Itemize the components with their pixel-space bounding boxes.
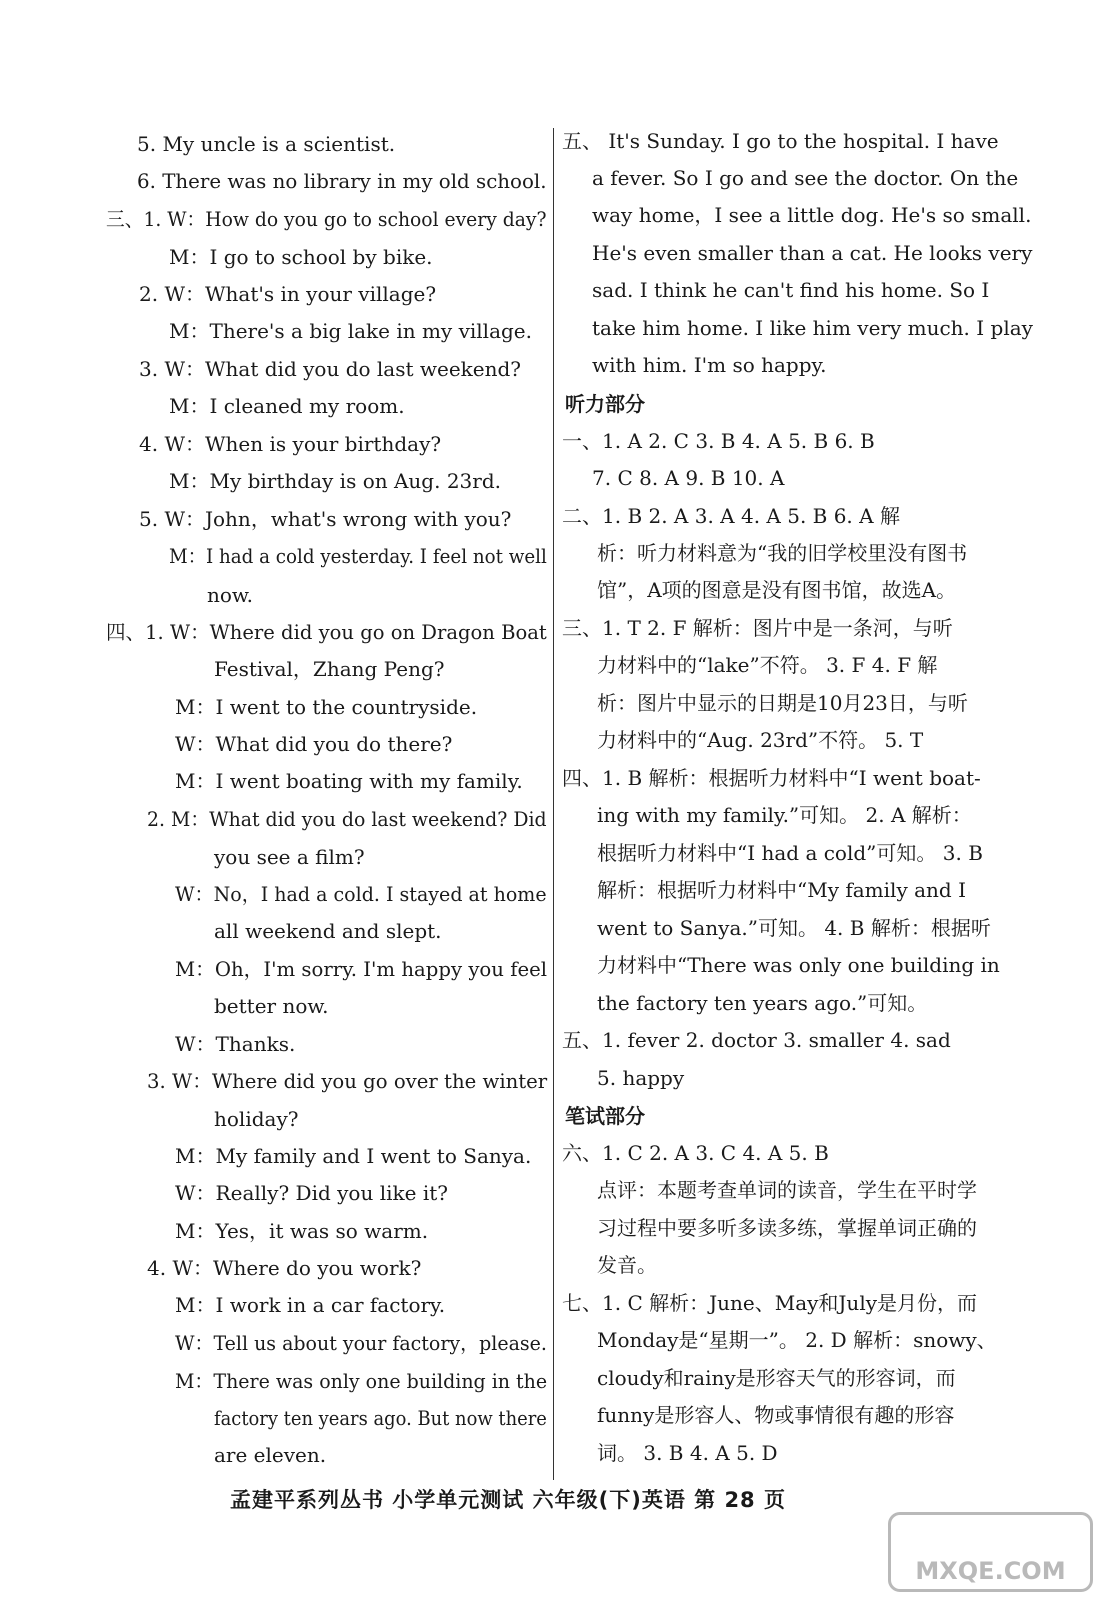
right-text-line: way home，I see a little dog. He's so small. <box>592 203 1032 227</box>
right-text-line: 七、1. C 解析：June、May和July是月份，而 <box>562 1291 978 1315</box>
right-text-line: 5. happy <box>597 1066 685 1090</box>
left-text-line: 4. W：Where do you work? <box>147 1256 422 1280</box>
left-text-line: 5. My uncle is a scientist. <box>137 132 396 156</box>
left-text-line: M：I went to the countryside. <box>175 695 478 719</box>
left-text-line: M：I had a cold yesterday. I feel not well <box>169 544 547 568</box>
left-text-line: M：Oh，I'm sorry. I'm happy you feel <box>175 957 548 981</box>
right-text-line: 解析：根据听力材料中“My family and I <box>597 878 966 902</box>
left-text-line: 2. W：What's in your village? <box>139 282 437 306</box>
right-text-line: 习过程中要多听多读多练，掌握单词正确的 <box>597 1216 977 1240</box>
left-text-line: M：Yes，it was so warm. <box>175 1219 429 1243</box>
left-text-line: Festival，Zhang Peng? <box>214 657 445 681</box>
left-text-line: W：No，I had a cold. I stayed at home <box>175 882 547 906</box>
right-text-line: 笔试部分 <box>565 1104 645 1128</box>
left-text-line: 四、1. W：Where did you go on Dragon Boat <box>106 620 547 644</box>
right-text-line: 7. C 8. A 9. B 10. A <box>592 466 785 490</box>
left-text-line: M：I went boating with my family. <box>175 769 523 793</box>
left-text-line: W：Thanks. <box>175 1032 296 1056</box>
left-text-line: W：Tell us about your factory，please. <box>175 1331 547 1355</box>
right-column <box>555 0 1099 1600</box>
right-text-line: Monday是“星期一”。 2. D 解析：snowy、 <box>597 1328 997 1352</box>
left-text-line: 6. There was no library in my old school. <box>137 169 547 193</box>
left-text-line: holiday? <box>214 1107 299 1131</box>
left-text-line: 5. W：John，what's wrong with you? <box>139 507 512 531</box>
right-text-line: 发音。 <box>597 1253 657 1277</box>
right-text-line: ing with my family.”可知。 2. A 解析： <box>597 803 972 827</box>
left-text-line: 三、1. W：How do you go to school every day? <box>106 207 547 231</box>
right-text-line: 词。 3. B 4. A 5. D <box>597 1441 778 1465</box>
right-text-line: 六、1. C 2. A 3. C 4. A 5. B <box>562 1141 829 1165</box>
left-text-line: M：My family and I went to Sanya. <box>175 1144 532 1168</box>
right-text-line: 馆”，A项的图意是没有图书馆，故选A。 <box>597 578 957 602</box>
right-text-line: with him. I'm so happy. <box>592 353 827 377</box>
right-text-line: went to Sanya.”可知。 4. B 解析：根据听 <box>597 916 991 940</box>
right-text-line: 析：听力材料意为“我的旧学校里没有图书 <box>597 541 968 565</box>
left-text-line: you see a film? <box>214 845 365 869</box>
page-footer: 孟建平系列丛书 小学单元测试 六年级(下)英语 第 28 页 <box>230 1488 786 1512</box>
left-text-line: W：What did you do there? <box>175 732 453 756</box>
watermark-logo <box>888 1512 1093 1592</box>
right-text-line: take him home. I like him very much. I play <box>592 316 1033 340</box>
left-text-line: 3. W：What did you do last weekend? <box>139 357 522 381</box>
right-text-line: the factory ten years ago.”可知。 <box>597 991 928 1015</box>
watermark-text: MXQE.COM <box>915 1557 1066 1585</box>
left-text-line: M：There was only one building in the <box>175 1369 548 1393</box>
left-text-line: 4. W：When is your birthday? <box>139 432 442 456</box>
right-text-line: 四、1. B 解析：根据听力材料中“I went boat- <box>562 766 981 790</box>
right-text-line: 五、1. fever 2. doctor 3. smaller 4. sad <box>562 1028 951 1052</box>
right-text-line: sad. I think he can't find his home. So I <box>592 278 990 302</box>
left-text-line: factory ten years ago. But now there <box>214 1406 547 1430</box>
left-text-line: 3. W：Where did you go over the winter <box>147 1069 548 1093</box>
right-text-line: 点评：本题考查单词的读音，学生在平时学 <box>597 1178 977 1202</box>
left-text-line: better now. <box>214 994 329 1018</box>
left-text-line: now. <box>207 583 254 607</box>
right-text-line: 力材料中“There was only one building in <box>597 953 1000 977</box>
left-text-line: M：My birthday is on Aug. 23rd. <box>169 469 501 493</box>
left-text-line: M：There's a big lake in my village. <box>169 319 532 343</box>
right-text-line: a fever. So I go and see the doctor. On the <box>592 166 1019 190</box>
left-text-line: W：Really? Did you like it? <box>175 1181 448 1205</box>
right-text-line: He's even smaller than a cat. He looks very <box>592 241 1033 265</box>
right-text-line: 一、1. A 2. C 3. B 4. A 5. B 6. B <box>562 429 875 453</box>
right-text-line: 析：图片中显示的日期是10月23日，与听 <box>597 691 968 715</box>
right-text-line: funny是形容人、物或事情很有趣的形容 <box>597 1403 955 1427</box>
left-text-line: 2. M：What did you do last weekend? Did <box>147 807 547 831</box>
left-text-line: are eleven. <box>214 1443 327 1467</box>
left-text-line: M：I cleaned my room. <box>169 394 405 418</box>
right-text-line: 五、 It's Sunday. I go to the hospital. I have <box>562 129 999 153</box>
left-text-line: M：I go to school by bike. <box>169 245 433 269</box>
right-text-line: 二、1. B 2. A 3. A 4. A 5. B 6. A 解 <box>562 504 900 528</box>
column-divider <box>553 128 554 1480</box>
right-text-line: cloudy和rainy是形容天气的形容词，而 <box>597 1366 956 1390</box>
right-text-line: 根据听力材料中“I had a cold”可知。 3. B <box>597 841 983 865</box>
left-text-line: M：I work in a car factory. <box>175 1293 446 1317</box>
right-text-line: 力材料中的“Aug. 23rd”不符。 5. T <box>597 728 924 752</box>
right-text-line: 三、1. T 2. F 解析：图片中是一条河，与听 <box>562 616 953 640</box>
right-text-line: 听力部分 <box>565 392 645 416</box>
left-text-line: all weekend and slept. <box>214 919 442 943</box>
right-text-line: 力材料中的“lake”不符。 3. F 4. F 解 <box>597 653 938 677</box>
